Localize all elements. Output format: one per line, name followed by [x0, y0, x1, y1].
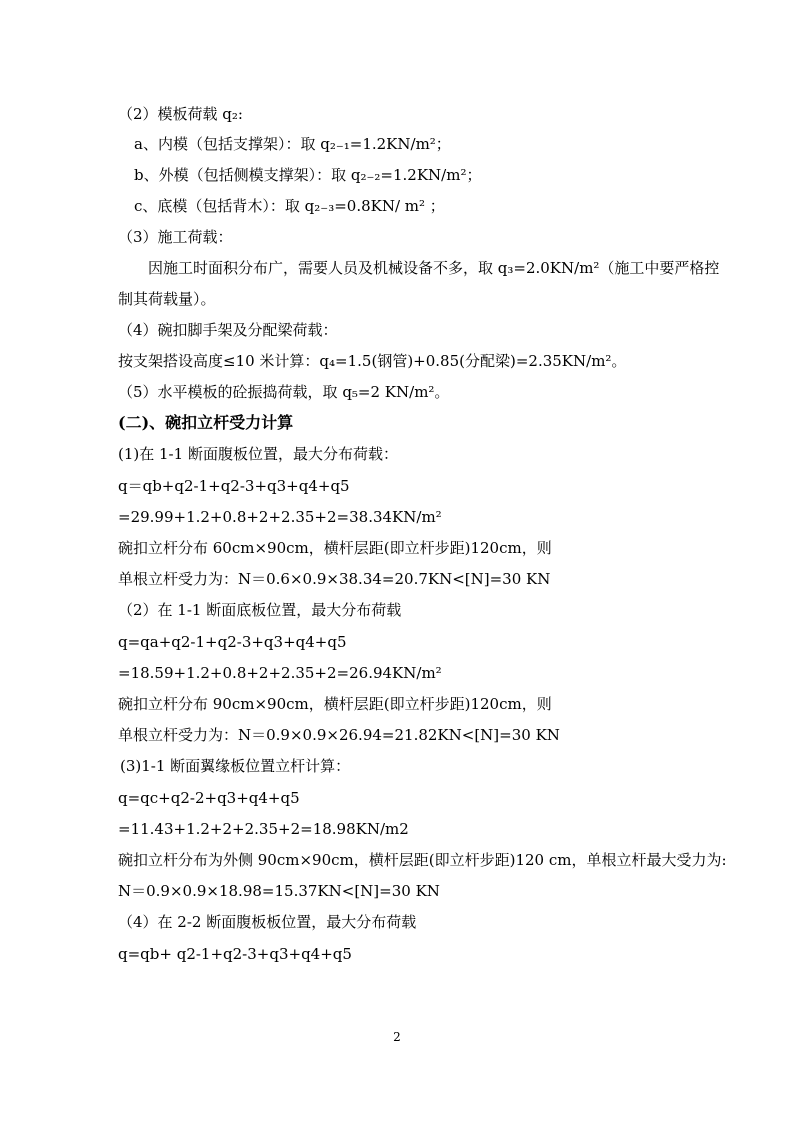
section-template-load: （2）模板荷载 q₂: — [118, 105, 243, 123]
case1-result: =29.99+1.2+0.8+2+2.35+2=38.34KN/m² — [118, 508, 442, 526]
outer-mold-load: b、外模（包括侧模支撑架）：取 q₂₋₂=1.2KN/m²； — [134, 166, 482, 184]
case4-heading: （4）在 2-2 断面腹板板位置，最大分布荷载 — [118, 913, 417, 931]
case4-formula: q=qb+ q2-1+q2-3+q3+q4+q5 — [118, 945, 352, 963]
case1-formula: q＝qb+q2-1+q2-3+q3+q4+q5 — [118, 477, 350, 495]
page-number: 2 — [393, 1030, 401, 1044]
case1-heading: (1)在 1-1 断面腹板位置，最大分布荷载： — [118, 445, 398, 463]
construction-load-text-cont: 制其荷载量）。 — [118, 290, 216, 308]
section-heading-pole-force: (二)、碗扣立杆受力计算 — [118, 413, 294, 432]
section-construction-load: （3）施工荷载： — [118, 228, 233, 246]
case2-heading: （2）在 1-1 断面底板位置，最大分布荷载 — [118, 601, 402, 619]
case2-formula: q=qa+q2-1+q2-3+q3+q4+q5 — [118, 633, 347, 651]
case1-layout: 碗扣立杆分布 60cm×90cm，横杆层距(即立杆步距)120cm，则 — [118, 539, 552, 557]
section-vibration-load: （5）水平模板的砼振捣荷载，取 q₅=2 KN/m²。 — [118, 383, 450, 401]
case3-formula: q=qc+q2-2+q3+q4+q5 — [118, 789, 300, 807]
scaffold-load-calc: 按支架搭设高度≤10 米计算：q₄=1.5(钢管)+0.85(分配梁)=2.35KN/m²。 — [118, 352, 627, 370]
case3-result: =11.43+1.2+2+2.35+2=18.98KN/m2 — [118, 820, 409, 838]
case3-heading: (3)1-1 断面翼缘板位置立杆计算： — [120, 757, 351, 775]
bottom-mold-load: c、底模（包括背木）：取 q₂₋₃=0.8KN/ m² ； — [134, 197, 445, 215]
inner-mold-load: a、内模（包括支撑架）：取 q₂₋₁=1.2KN/m²； — [134, 135, 451, 153]
case3-layout: 碗扣立杆分布为外侧 90cm×90cm，横杆层距(即立杆步距)120 cm，单根立杆最大受力为: — [118, 851, 727, 869]
case2-force: 单根立杆受力为：N＝0.9×0.9×26.94=21.82KN<[N]=30 KN — [118, 726, 560, 744]
case2-result: =18.59+1.2+0.8+2+2.35+2=26.94KN/m² — [118, 664, 442, 682]
section-scaffold-load: （4）碗扣脚手架及分配梁荷载： — [118, 321, 338, 339]
case2-layout: 碗扣立杆分布 90cm×90cm，横杆层距(即立杆步距)120cm，则 — [118, 695, 552, 713]
case3-force: N＝0.9×0.9×18.98=15.37KN<[N]=30 KN — [118, 882, 440, 900]
case1-force: 单根立杆受力为：N＝0.6×0.9×38.34=20.7KN<[N]=30 KN — [118, 570, 551, 588]
construction-load-text: 因施工时面积分布广，需要人员及机械设备不多，取 q₃=2.0KN/m²（施工中要严格控 — [148, 259, 720, 277]
